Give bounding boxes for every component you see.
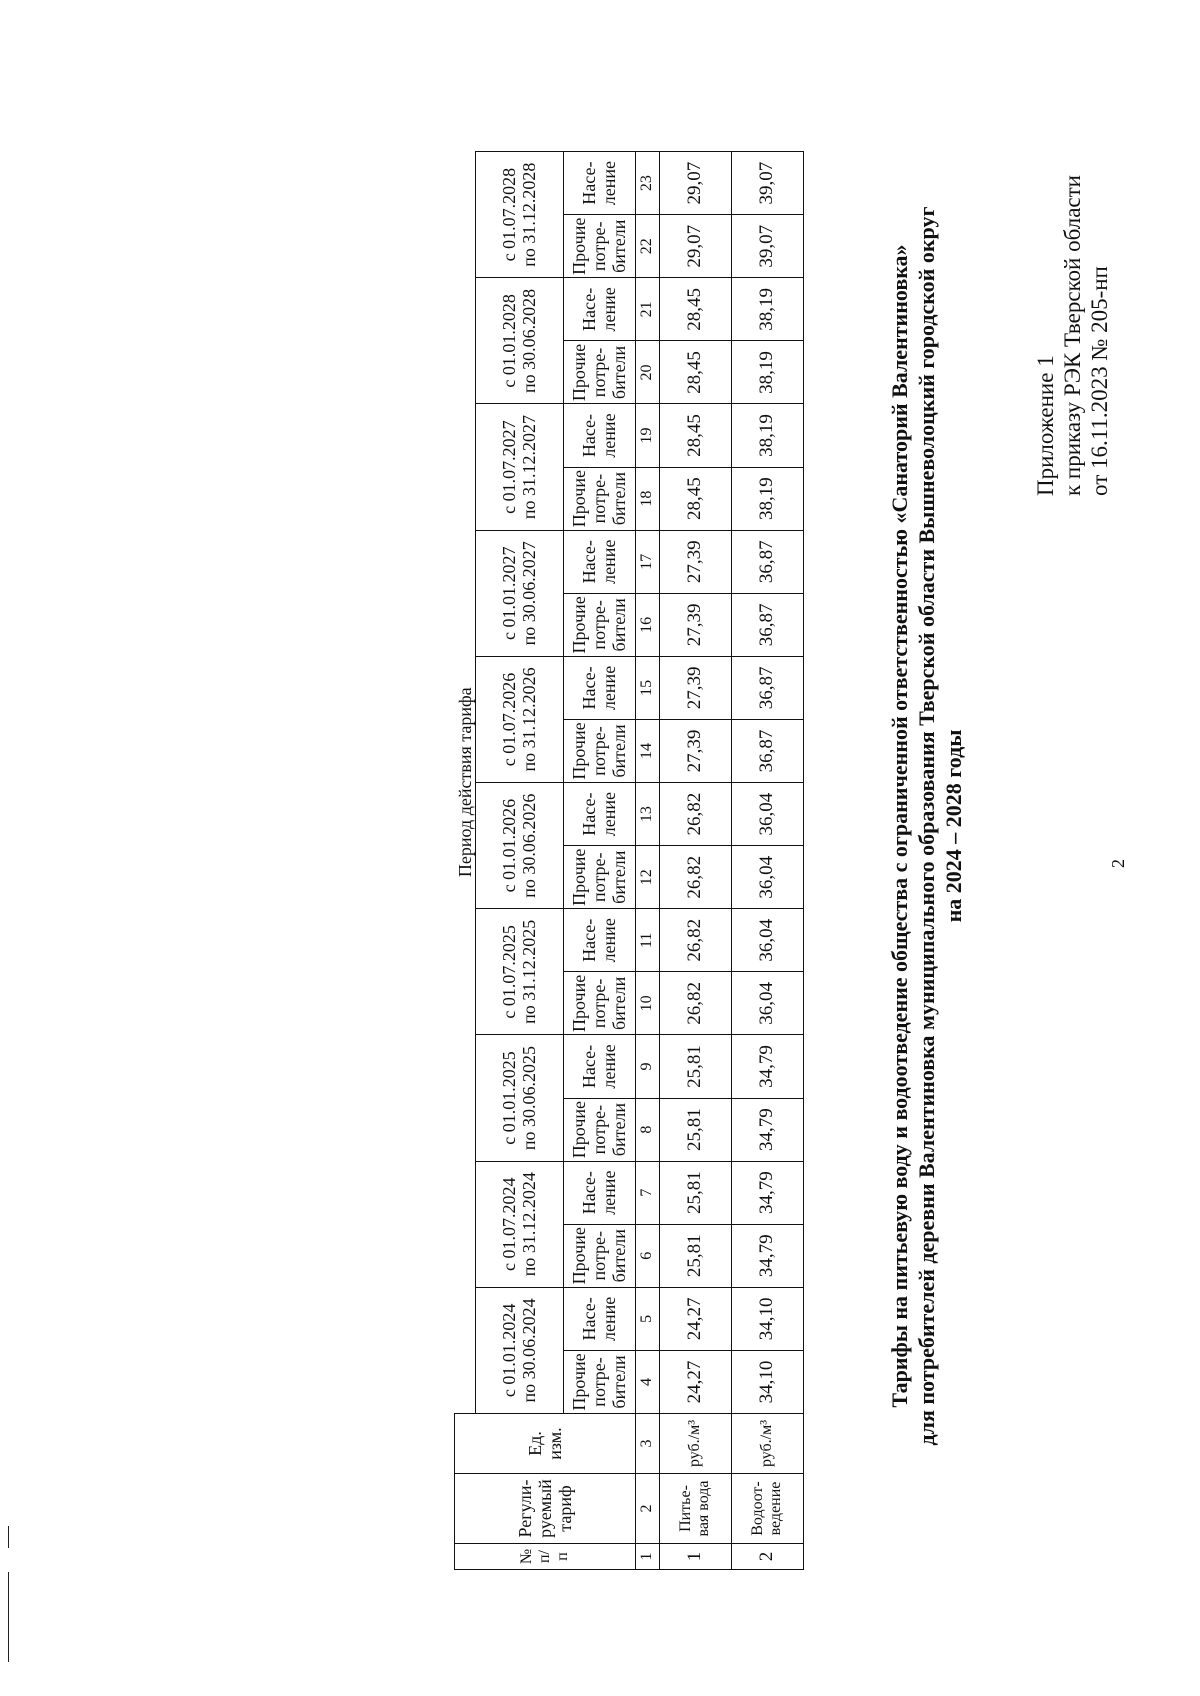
period-from: с 01.01.2027 (499, 546, 519, 641)
period-to: по 30.06.2028 (519, 288, 539, 393)
period-from: с 01.07.2028 (499, 167, 519, 262)
tariff-value: 27,39 (659, 656, 731, 719)
period-from: с 01.01.2026 (499, 798, 519, 893)
column-number: 19 (635, 404, 659, 467)
column-number: 20 (635, 341, 659, 404)
period-to: по 31.12.2028 (519, 162, 539, 267)
column-number: 18 (635, 467, 659, 530)
row-unit: руб./м³ (659, 1414, 731, 1474)
period-header (475, 151, 563, 277)
consumer-population-header: Насе-ление (563, 530, 635, 593)
header-unit: Ед. изм. (455, 1414, 636, 1474)
tariff-value: 26,82 (659, 846, 731, 909)
tariff-value: 28,45 (659, 341, 731, 404)
period-header (475, 1161, 563, 1287)
column-number: 7 (635, 1161, 659, 1224)
header-period-label: Период действия тарифа (454, 687, 475, 878)
period-from: с 01.07.2024 (499, 1177, 519, 1271)
title-line: Тарифы на питьевую воду и водоотведение общества с ограниченной ответственностью «Санаторий Валентиновка» (887, 244, 912, 1408)
period-from: с 01.07.2027 (499, 420, 519, 514)
tariff-value: 36,04 (731, 909, 803, 972)
period-to: по 31.12.2024 (519, 1172, 539, 1277)
column-number: 11 (635, 909, 659, 972)
period-header (475, 530, 563, 656)
column-number: 3 (635, 1414, 659, 1474)
consumer-population-header: Насе-ление (563, 1287, 635, 1350)
consumer-other-header: Прочие потре-бители (563, 593, 635, 656)
tariff-value: 24,27 (659, 1350, 731, 1413)
tariff-value: 26,82 (659, 783, 731, 846)
document-title (886, 126, 967, 1526)
row-number: 1 (659, 1544, 731, 1570)
tariff-value: 38,19 (731, 404, 803, 467)
column-number: 12 (635, 846, 659, 909)
tariff-value: 38,19 (731, 278, 803, 341)
tariff-value: 25,81 (659, 1161, 731, 1224)
title-line: для потребителей деревни Валентиновка муниципального образования Тверской области Вышневолоцкий городской округ (914, 206, 939, 1446)
tariff-value: 28,45 (659, 404, 731, 467)
period-header (475, 783, 563, 909)
consumer-population-header: Насе-ление (563, 909, 635, 972)
column-number: 13 (635, 783, 659, 846)
tariff-value: 36,87 (731, 593, 803, 656)
tariff-value: 36,04 (731, 972, 803, 1035)
period-to: по 31.12.2025 (519, 919, 539, 1024)
period-from: с 01.01.2028 (499, 294, 519, 388)
column-number: 21 (635, 278, 659, 341)
tariff-value: 29,07 (659, 215, 731, 278)
tariff-value: 29,07 (659, 151, 731, 214)
column-number: 23 (635, 151, 659, 214)
period-from: с 01.07.2025 (499, 925, 519, 1019)
tariff-value: 27,39 (659, 530, 731, 593)
tariff-value: 28,45 (659, 467, 731, 530)
tariff-value: 34,10 (731, 1287, 803, 1350)
tariff-value: 36,04 (731, 846, 803, 909)
period-to: по 31.12.2027 (519, 415, 539, 520)
consumer-other-header: Прочие потре-бители (563, 215, 635, 278)
consumer-population-header: Насе-ление (563, 1161, 635, 1224)
column-number: 15 (635, 656, 659, 719)
title-line: на 2024 – 2028 годы (941, 729, 966, 923)
period-from: с 01.07.2026 (499, 672, 519, 767)
tariff-value: 25,81 (659, 1035, 731, 1098)
header-period (455, 151, 476, 1413)
period-from: с 01.01.2025 (499, 1051, 519, 1145)
consumer-other-header: Прочие потре-бители (563, 846, 635, 909)
page-number: 2 (1108, 859, 1128, 868)
appendix-reference (1032, 175, 1113, 496)
tariff-value: 26,82 (659, 909, 731, 972)
consumer-other-header: Прочие потре-бители (563, 467, 635, 530)
column-number: 1 (635, 1544, 659, 1570)
consumer-population-header: Насе-ление (563, 404, 635, 467)
row-tariff: Питье-вая вода (659, 1474, 731, 1544)
appendix-line: к приказу РЭК Тверской области (1060, 175, 1085, 496)
column-number: 5 (635, 1287, 659, 1350)
period-header (475, 404, 563, 530)
column-number: 8 (635, 1098, 659, 1161)
column-number: 17 (635, 530, 659, 593)
row-unit: руб./м³ (731, 1414, 803, 1474)
period-from: с 01.01.2024 (499, 1303, 519, 1398)
period-to: по 30.06.2027 (519, 541, 539, 646)
tariff-value: 34,10 (731, 1350, 803, 1413)
period-header (475, 656, 563, 782)
consumer-other-header: Прочие потре-бители (563, 341, 635, 404)
table-row (659, 151, 731, 1569)
column-number: 9 (635, 1035, 659, 1098)
table-row (731, 151, 803, 1569)
consumer-population-header: Насе-ление (563, 656, 635, 719)
column-number: 4 (635, 1350, 659, 1413)
header-number: № п/п (455, 1544, 636, 1570)
column-number: 22 (635, 215, 659, 278)
tariff-value: 39,07 (731, 215, 803, 278)
period-to: по 31.12.2026 (519, 667, 539, 772)
period-header (475, 909, 563, 1035)
tariff-value: 34,79 (731, 1224, 803, 1287)
consumer-population-header: Насе-ление (563, 278, 635, 341)
appendix-line: Приложение 1 (1033, 355, 1058, 496)
consumer-other-header: Прочие потре-бители (563, 1224, 635, 1287)
consumer-population-header: Насе-ление (563, 151, 635, 214)
tariff-value: 26,82 (659, 972, 731, 1035)
period-header (475, 1035, 563, 1161)
period-to: по 30.06.2026 (519, 793, 539, 898)
tariff-value: 34,79 (731, 1035, 803, 1098)
tariff-value: 25,81 (659, 1098, 731, 1161)
tariff-value: 36,87 (731, 530, 803, 593)
consumer-other-header: Прочие потре-бители (563, 1098, 635, 1161)
column-number: 14 (635, 719, 659, 782)
header-tariff: Регули-руемый тариф (455, 1474, 636, 1544)
tariff-value: 36,04 (731, 783, 803, 846)
column-number: 10 (635, 972, 659, 1035)
tariff-value: 34,79 (731, 1161, 803, 1224)
tariff-value: 36,87 (731, 656, 803, 719)
tariff-value: 24,27 (659, 1287, 731, 1350)
tariff-value: 38,19 (731, 341, 803, 404)
consumer-population-header: Насе-ление (563, 783, 635, 846)
period-header (475, 1287, 563, 1413)
tariff-value: 38,19 (731, 467, 803, 530)
period-to: по 30.06.2025 (519, 1045, 539, 1151)
tariff-value: 34,79 (731, 1098, 803, 1161)
tariff-value: 25,81 (659, 1224, 731, 1287)
tariff-value: 27,39 (659, 593, 731, 656)
period-header (475, 278, 563, 404)
consumer-other-header: Прочие потре-бители (563, 972, 635, 1035)
period-to: по 30.06.2024 (519, 1298, 539, 1403)
row-number: 2 (731, 1544, 803, 1570)
consumer-other-header: Прочие потре-бители (563, 1350, 635, 1413)
consumer-population-header: Насе-ление (563, 1035, 635, 1098)
tariff-value: 28,45 (659, 278, 731, 341)
appendix-line: от 16.11.2023 № 205-нп (1087, 266, 1112, 496)
row-tariff: Водоот-ведение (731, 1474, 803, 1544)
consumer-other-header: Прочие потре-бители (563, 719, 635, 782)
tariff-value: 36,87 (731, 719, 803, 782)
column-number: 6 (635, 1224, 659, 1287)
tariff-value: 39,07 (731, 151, 803, 214)
column-number: 16 (635, 593, 659, 656)
tariff-table (454, 151, 804, 1570)
column-number: 2 (635, 1474, 659, 1544)
tariff-value: 27,39 (659, 719, 731, 782)
